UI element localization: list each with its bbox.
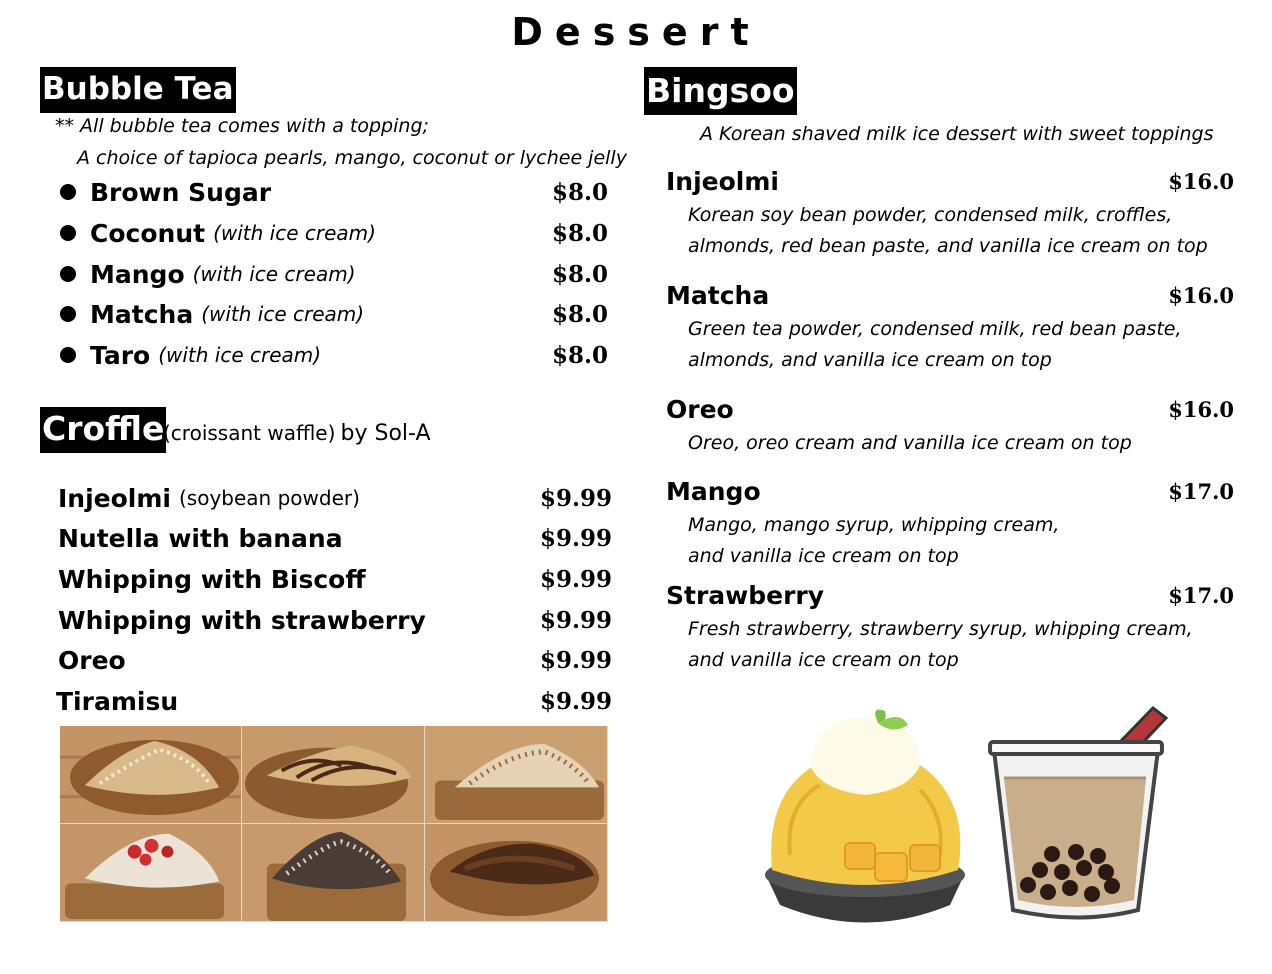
bingsoo-item [666,474,1236,572]
item-name: Taro [90,340,151,370]
item-price: $16.0 [1168,282,1234,308]
item-name: Matcha [90,299,194,329]
item-desc-line1: Oreo, oreo cream and vanilla ice cream on top [688,432,1132,454]
item-price: $9.99 [539,687,612,715]
bingsoo-note: A Korean shaved milk ice dessert with sweet toppings [700,123,1214,145]
bullet-icon [60,225,76,241]
item-price: $8.0 [551,300,608,328]
croffle-photo-nutella [242,726,425,824]
item-name: Tiramisu [56,686,179,716]
item-price: $9.99 [539,606,612,634]
bubble-tea-heading-text: Bubble Tea [42,71,234,107]
item-price: $17.0 [1168,478,1234,504]
item-note: (with ice cream) [192,262,356,286]
croffle-heading [40,407,166,453]
croffle-photo-injeolmi [60,726,242,824]
item-desc-line2: almonds, and vanilla ice cream on top [688,349,1052,371]
croffle-photo-strawberry [60,824,242,922]
bubble-tea-illustration [988,700,1178,925]
item-price: $16.0 [1168,168,1234,194]
item-desc-line2: almonds, red bean paste, and vanilla ice cream on top [688,235,1208,257]
bubble-tea-note-line2: A choice of tapioca pearls, mango, coconut or lychee jelly [77,147,627,169]
croffle-subtitle-paren: (croissant waffle) [163,421,336,445]
item-name: Mango [666,476,761,506]
item-name: Brown Sugar [90,177,272,207]
item-name: Whipping with Biscoff [58,564,366,594]
croffle-item [58,481,618,515]
item-note: (with ice cream) [201,302,365,326]
item-price: $9.99 [539,565,612,593]
item-name: Strawberry [666,580,825,610]
bullet-icon [60,266,76,282]
croffle-photo-oreo [242,824,425,922]
croffle-item [58,562,618,596]
bubble-tea-note-line1: ** All bubble tea comes with a topping; [55,115,429,137]
item-name: Oreo [666,394,734,424]
item-note: (soybean powder) [179,486,360,510]
item-name: Injeolmi [58,483,171,513]
croffle-photo-grid [60,726,608,922]
item-price: $8.0 [551,219,608,247]
bubble-tea-item [58,216,614,250]
item-desc-line1: Fresh strawberry, strawberry syrup, whipping cream, [688,618,1193,640]
bullet-icon [60,347,76,363]
menu-title: Dessert [511,10,761,54]
item-desc-line1: Mango, mango syrup, whipping cream, [688,514,1060,536]
bingsoo-item [666,164,1236,262]
bullet-icon [60,184,76,200]
croffle-heading-text: Croffle [42,409,165,448]
item-price: $9.99 [539,646,612,674]
bubble-tea-item [58,297,614,331]
item-price: $16.0 [1168,396,1234,422]
item-name: Coconut [90,218,206,248]
croffle-item [58,603,618,637]
mango-bingsoo-illustration [760,705,975,930]
bubble-tea-item [58,175,614,209]
item-name: Whipping with strawberry [58,605,426,635]
item-price: $9.99 [539,484,612,512]
bingsoo-item [666,392,1236,459]
croffle-item [58,521,618,555]
item-name: Oreo [58,645,126,675]
bingsoo-heading-text: Bingsoo [646,71,795,110]
item-name: Mango [90,259,185,289]
bubble-tea-item [58,338,614,372]
item-price: $8.0 [551,341,608,369]
croffle-photo-biscoff [425,726,608,824]
croffle-subtitle-by: by Sol-A [340,421,431,446]
bubble-tea-item [58,257,614,291]
item-price: $8.0 [551,178,608,206]
bubble-tea-heading [40,67,236,113]
croffle-item [58,643,618,677]
item-name: Injeolmi [666,166,779,196]
bingsoo-heading [644,67,797,115]
croffle-item [56,684,618,718]
item-note: (with ice cream) [213,221,376,245]
bingsoo-item [666,578,1236,676]
bingsoo-item [666,278,1236,376]
item-price: $17.0 [1168,582,1234,608]
bullet-icon [60,306,76,322]
item-desc-line2: and vanilla ice cream on top [688,649,959,671]
item-price: $9.99 [539,524,612,552]
item-price: $8.0 [551,260,608,288]
item-name: Matcha [666,280,770,310]
item-desc-line1: Green tea powder, condensed milk, red bean paste, [688,318,1182,340]
item-desc-line1: Korean soy bean powder, condensed milk, croffles, [688,204,1173,226]
item-note: (with ice cream) [158,343,322,367]
croffle-subtitle [163,421,431,446]
item-desc-line2: and vanilla ice cream on top [688,545,959,567]
item-name: Nutella with banana [58,523,343,553]
croffle-photo-tiramisu [425,824,608,922]
